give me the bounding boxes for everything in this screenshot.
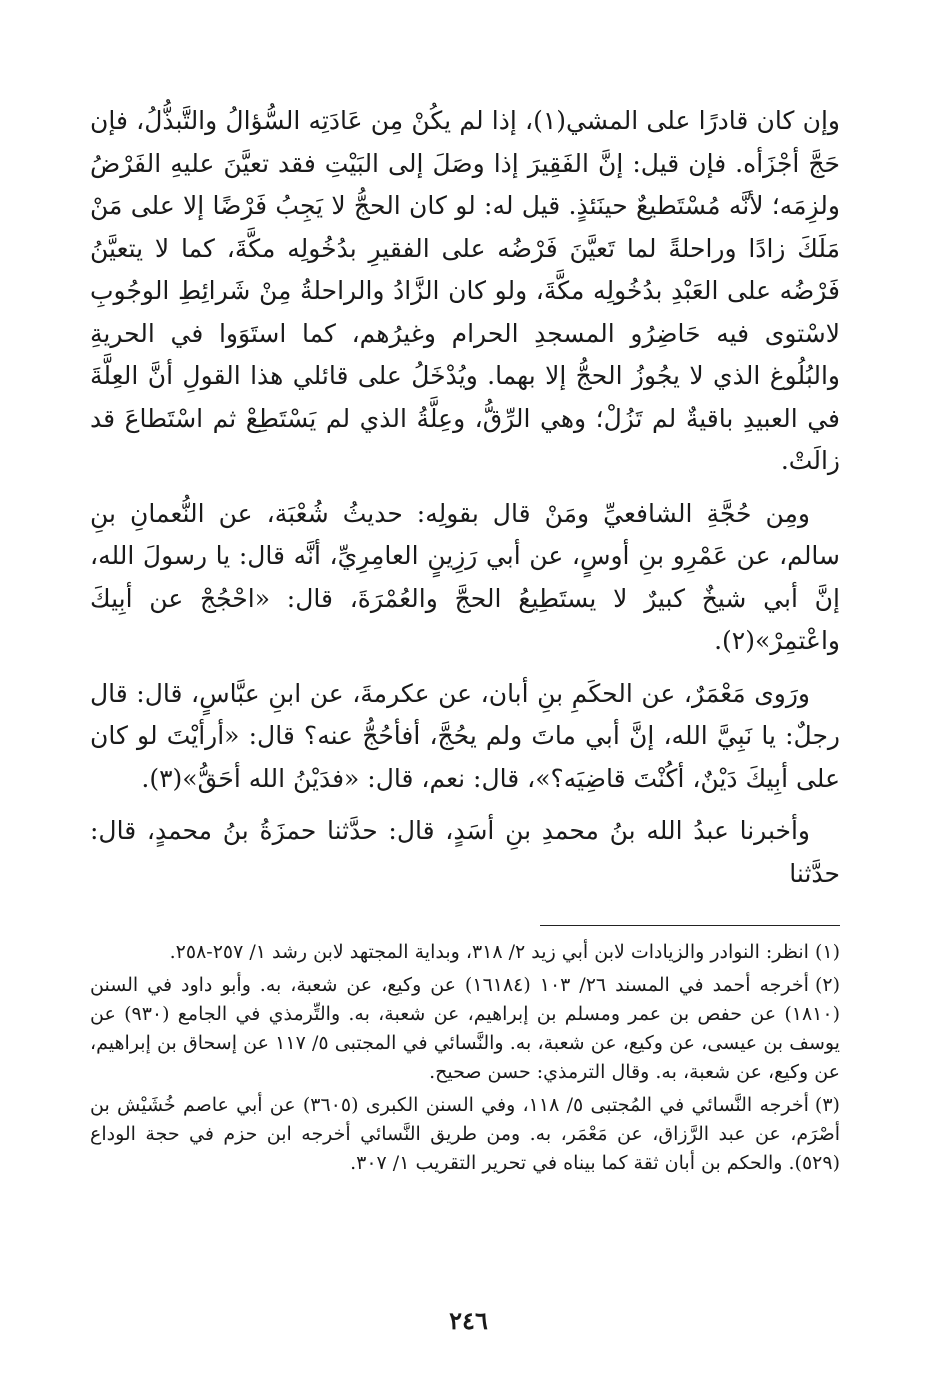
footnote-separator-wrap	[90, 905, 840, 938]
footnotes	[90, 938, 840, 1178]
footnote-number: (٢)	[814, 974, 840, 996]
footnote-separator	[540, 925, 840, 926]
footnote-3	[90, 1091, 840, 1178]
footnote-1	[90, 938, 840, 967]
footnote-text: أخرجه النَّسائي في المُجتبى ٥/ ١١٨، وفي السنن الكبرى (٣٦٠٥) عن أبي عاصم خُشَيْش بن أصْرَم، عن عبد الرَّزاق، عن مَعْمَر، به. ومن طريق النَّسائي أخرجه ابن حزم في حجة الوداع (٥٢٩). والحكم بن أبان ثقة كما بيناه في تحرير التقريب ١/ ٣٠٧.	[90, 1094, 840, 1174]
book-page	[90, 100, 840, 1340]
footnote-number: (١)	[814, 941, 840, 963]
footnote-text: أخرجه أحمد في المسند ٢٦/ ١٠٣ (١٦١٨٤) عن وكيع، عن شعبة، به. وأبو داود في السنن (١٨١٠) عن حفص بن عمر ومسلم بن إبراهيم، عن شعبة، به. والتِّرمذي في الجامع (٩٣٠) عن يوسف بن عيسى، عن وكيع، عن شعبة، به. والنَّسائي في المجتبى ٥/ ١١٧ عن إسحاق بن إبراهيم، عن وكيع، عن شعبة، به. وقال الترمذي: حسن صحيح.	[90, 974, 840, 1083]
paragraph-1: وإن كان قادرًا على المشي(١)، إذا لم يكُنْ مِن عَادَتِه السُّؤالُ والتَّبذُّلُ، فإن حَجَّ أجْزَأه. فإن قيل: إنَّ الفَقِيرَ إذا وصَلَ إلى البَيْتِ فقد تعيَّنَ عليهِ الفَرْضُ ولزِمَه؛ لأنَّه مُسْتَطيعٌ حينَئذٍ. قيل له: لو كان الحجُّ لا يَجِبُ فَرْضًا إلا على مَنْ مَلَكَ زادًا وراحلةً لما تَعيَّنَ فَرْضُه على الفقيرِ بدُخُولِه مكَّةَ، كما لا يتعيَّنُ فَرْضُه على العَبْدِ بدُخُولِه مكَّةَ، ولو كان الزَّادُ والراحلةُ مِنْ شَرائِطِ الوجُوبِ لاسْتوى فيه حَاضِرُو المسجدِ الحرام وغيرُهم، كما استَوَوا في الحريةِ والبُلُوغ الذي لا يجُوزُ الحجُّ إلا بهما. ويُدْخَلُ على قائلي هذا القولِ أنَّ العِلَّةَ في العبيدِ باقيةٌ لم تَزُلْ؛ وهي الرِّقُّ، وعِلَّةُ الذي لم يَسْتَطِعْ ثم اسْتَطاعَ قد زالَتْ.	[90, 106, 840, 475]
footnote-number: (٣)	[814, 1094, 840, 1116]
paragraph-2: ومِن حُجَّةِ الشافعيِّ ومَنْ قال بقولِه: حديثُ شُعْبَة، عن النُّعمانِ بنِ سالم، عن عَمْرِو بنِ أوسٍ، عن أبي رَزِينٍ العامِرِيِّ، أنَّه قال: يا رسولَ الله، إنَّ أبي شيخٌ كبيرٌ لا يستَطِيعُ الحجَّ والعُمْرَةَ، قال: «احْجُجْ عن أبِيكَ واعْتمِرْ»(٢).	[90, 498, 840, 655]
footnote-text: انظر: النوادر والزيادات لابن أبي زيد ٢/ ٣١٨، وبداية المجتهد لابن رشد ١/ ٢٥٧-٢٥٨.	[169, 941, 809, 963]
paragraph-4: وأخبرنا عبدُ الله بنُ محمدِ بنِ أسَدٍ، قال: حدَّثنا حمزَةُ بنُ محمدٍ، قال: حدَّثنا	[90, 816, 840, 888]
main-text	[90, 100, 840, 895]
footnote-2	[90, 971, 840, 1087]
page-number: ٢٤٦	[449, 1306, 488, 1335]
paragraph-3: ورَوى مَعْمَرٌ، عن الحكَمِ بنِ أبان، عن عكرمةَ، عن ابنِ عبَّاسٍ، قال: قال رجلٌ: يا نَبِيَّ الله، إنَّ أبي ماتَ ولم يحُجَّ، أفأحُجُّ عنه؟ قال: «أرأيْتَ لو كان على أبِيكَ دَيْنٌ، أكُنْتَ قاضِيَه؟»، قال: نعم، قال: «فدَيْنُ الله أحَقُّ»(٣).	[90, 678, 840, 793]
